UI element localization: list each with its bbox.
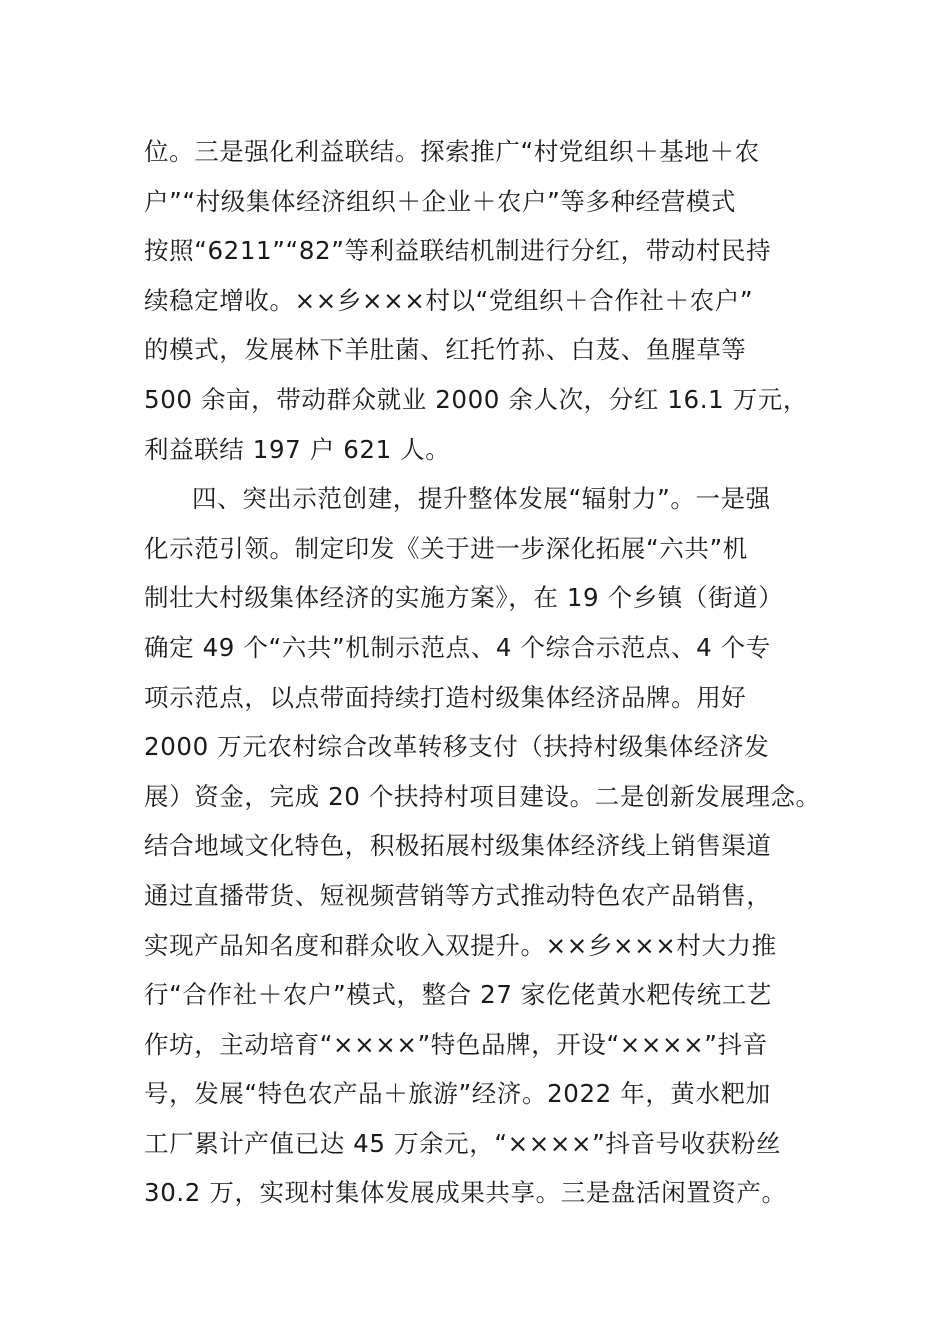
text-line: 30.2 万，实现村集体发展成果共享。三是盘活闲置资产。 [144, 1178, 787, 1208]
text-line: 500 余亩，带动群众就业 2000 余人次，分红 16.1 万元， [144, 384, 809, 414]
text-line: 利益联结 197 户 621 人。 [144, 434, 451, 464]
text-line: 号，发展“特色农产品＋旅游”经济。2022 年，黄水粑加 [144, 1079, 771, 1109]
text-line: 工厂累计产值已达 45 万余元，“××××”抖音号收获粉丝 [144, 1128, 782, 1158]
text-line: 位。三是强化利益联结。探索推广“村党组织＋基地＋农 [144, 137, 760, 166]
text-line: 作坊，主动培育“××××”特色品牌，开设“××××”抖音 [144, 1029, 768, 1059]
text-line: 确定 49 个“六共”机制示范点、4 个综合示范点、4 个专 [144, 632, 771, 662]
text-line: 的模式，发展林下羊肚菌、红托竹荪、白芨、鱼腥草等 [144, 335, 747, 365]
text-line: 结合地域文化特色，积极拓展村级集体经济线上销售渠道 [144, 831, 772, 861]
text-line: 制壮大村级集体经济的实施方案》，在 19 个乡镇（街道） [144, 583, 784, 613]
text-line: 按照“6211”“82”等利益联结机制进行分红，带动村民持 [144, 236, 772, 266]
text-line: 行“合作社＋农户”模式，整合 27 家仡佬黄水粑传统工艺 [144, 980, 772, 1010]
text-line: 续稳定增收。××乡×××村以“党组织＋合作社＋农户” [144, 285, 754, 315]
text-line: 化示范引领。制定印发《关于进一步深化拓展“六共”机 [144, 533, 748, 563]
text-line: 项示范点，以点带面持续打造村级集体经济品牌。用好 [144, 682, 747, 712]
paragraph-start-line: 四、突出示范创建，提升整体发展“辐射力”。一是强 [192, 484, 771, 514]
text-line: 展）资金，完成 20 个扶持村项目建设。二是创新发展理念。 [144, 781, 821, 811]
text-line: 2000 万元农村综合改革转移支付（扶持村级集体经济发 [144, 732, 770, 762]
text-line: 实现产品知名度和群众收入双提升。××乡×××村大力推 [144, 930, 777, 960]
text-line: 通过直播带货、短视频营销等方式推动特色农产品销售， [144, 880, 772, 910]
text-line: 户”“村级集体经济组织＋企业＋农户”等多种经营模式 [144, 186, 737, 216]
body-text [144, 127, 844, 1218]
